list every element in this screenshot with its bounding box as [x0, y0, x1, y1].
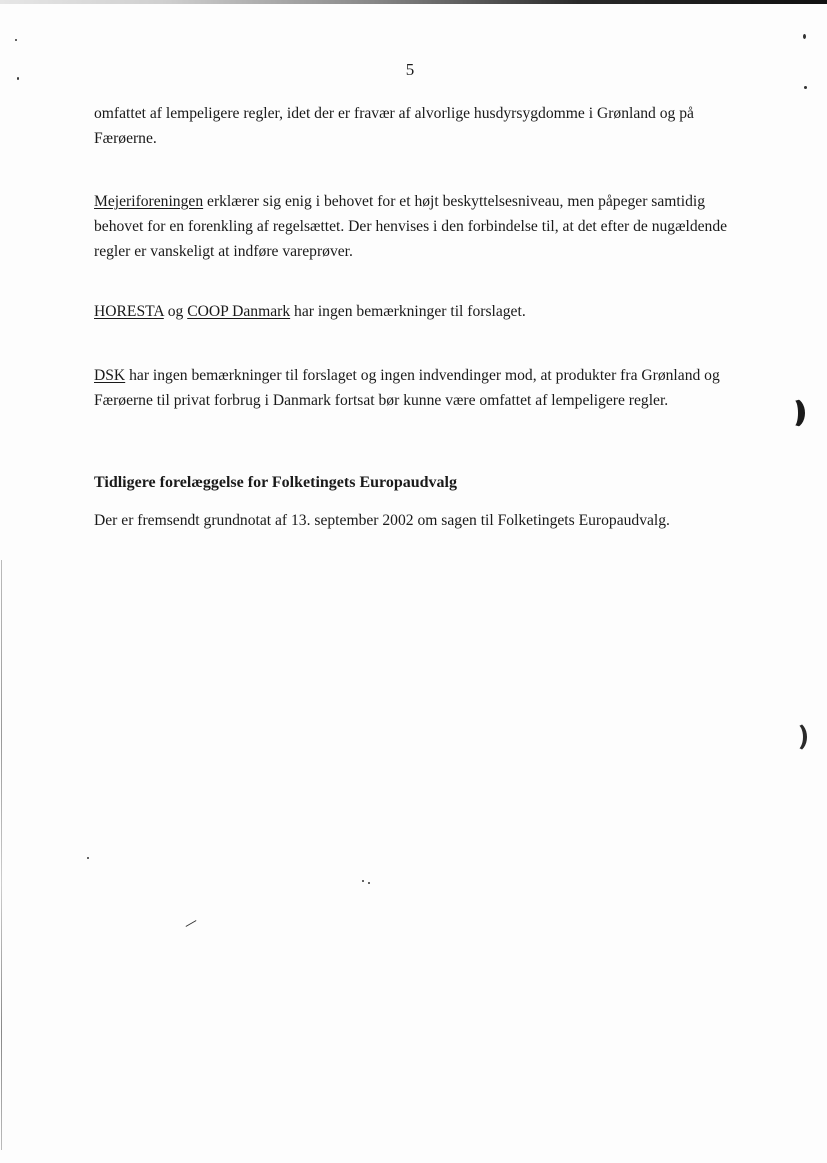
scan-speck: [803, 34, 806, 39]
paragraph-horesta-coop: [94, 299, 734, 324]
paragraph-continuation: [94, 101, 734, 151]
punch-hole-mark: [783, 398, 805, 428]
scan-speck: [362, 880, 364, 882]
paragraph-text: erklærer sig enig i behovet for et højt beskyttelsesniveau, men påpeger samtidig behovet for en forenkling af regelsættet. Der henvises i den forbindelse til, at det efter de nugældende regler er vanskeligt at indføre vareprøver.: [94, 193, 728, 260]
scan-top-edge: [0, 0, 827, 4]
scan-speck: [87, 857, 89, 859]
organization-name: COOP Danmark: [187, 303, 291, 320]
organization-name: HORESTA: [94, 303, 164, 320]
paragraph-text: Der er fremsendt grundnotat af 13. september 2002 om sagen til Folketingets Europaudvalg.: [94, 512, 670, 529]
paragraph-text: har ingen bemærkninger til forslaget.: [290, 303, 526, 320]
scan-left-edge: [1, 560, 2, 1150]
section-heading: Tidligere forelæggelse for Folketingets Europaudvalg: [94, 474, 457, 491]
scan-mark: [186, 920, 197, 927]
paragraph-text: omfattet af lempeligere regler, idet der er fravær af alvorlige husdyrsygdomme i Grønland og på Færøerne.: [94, 105, 694, 147]
paragraph-joiner: og: [163, 303, 188, 320]
paragraph-text: har ingen bemærkninger til forslaget og ingen indvendinger mod, at produkter fra Grønland og Færøerne til privat forbrug i Danmark fortsat bør kunne være omfattet af lempeligere regler.: [94, 367, 720, 409]
paragraph-dsk: [94, 363, 734, 413]
punch-hole-mark: [785, 722, 807, 752]
page-number: 5: [405, 60, 415, 79]
paragraph-mejeriforeningen: [94, 189, 734, 264]
organization-name: DSK: [94, 367, 126, 384]
scan-speck: [368, 882, 370, 884]
scan-speck: [15, 39, 17, 41]
section-paragraph: [94, 508, 734, 533]
scan-speck: [804, 86, 807, 89]
organization-name: Mejeriforeningen: [94, 193, 204, 210]
